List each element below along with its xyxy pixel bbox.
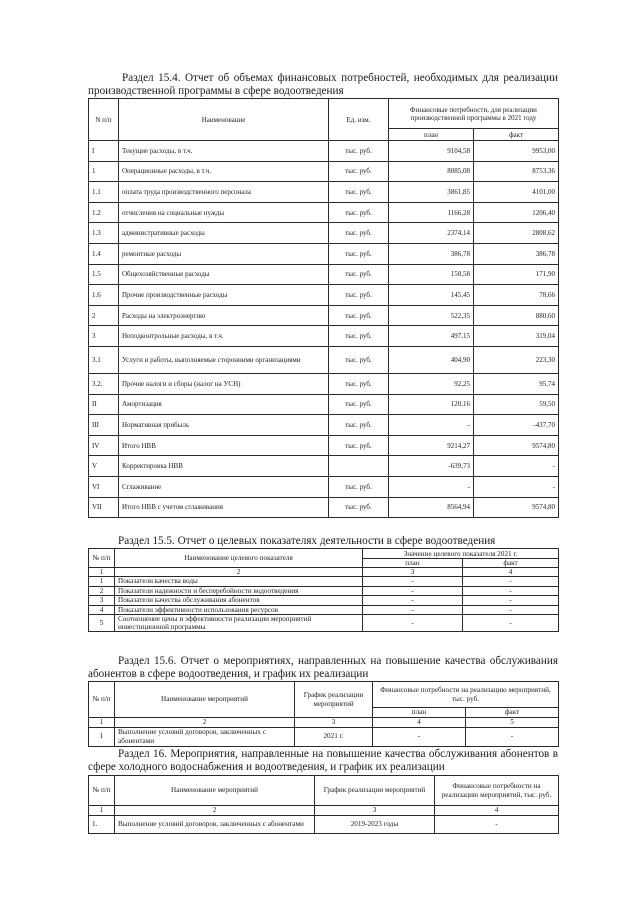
row-plan-value: - bbox=[363, 605, 463, 615]
table-row bbox=[89, 141, 559, 162]
row-plan-value: 120,16 bbox=[389, 394, 474, 415]
row-fact-value: 9574,80 bbox=[474, 435, 559, 456]
row-fact-value: 59,50 bbox=[474, 394, 559, 415]
row-plan-value: 497,15 bbox=[389, 326, 474, 347]
row-fact-value: 78,66 bbox=[474, 285, 559, 306]
row-fact-value: - bbox=[463, 586, 559, 596]
row-indicator-name: Показатели качества обслуживания абонентов bbox=[115, 596, 363, 606]
row-unit: тыс. руб. bbox=[329, 394, 389, 415]
header-plan: план bbox=[373, 708, 466, 718]
row-number: 1.1 bbox=[89, 182, 119, 203]
row-fact-value: 171,90 bbox=[474, 264, 559, 285]
column-index: 1 bbox=[89, 568, 115, 577]
table-row bbox=[89, 285, 559, 306]
section-15-6-table-wrap bbox=[88, 681, 558, 747]
row-fact-value: - bbox=[463, 605, 559, 615]
row-number: 1.2 bbox=[89, 202, 119, 223]
row-number: 3.1 bbox=[89, 346, 119, 373]
row-number: VI bbox=[89, 476, 119, 497]
header-num: № п/п bbox=[89, 776, 115, 806]
row-unit: тыс. руб. bbox=[329, 141, 389, 162]
header-fact: факт bbox=[466, 708, 559, 718]
table-row bbox=[89, 605, 559, 615]
row-name: Сглаживание bbox=[119, 476, 329, 497]
row-name: Итого НВВ bbox=[119, 435, 329, 456]
row-name: Амортизация bbox=[119, 394, 329, 415]
table-row bbox=[89, 435, 559, 456]
row-number: VII bbox=[89, 497, 119, 518]
row-schedule: 2019-2023 годы bbox=[315, 815, 435, 833]
header-indicator-value: Значение целевого показателя 2021 г. bbox=[363, 549, 559, 559]
row-number: 1.5 bbox=[89, 264, 119, 285]
section-15-5-table-wrap bbox=[88, 548, 558, 632]
header-indicator-name: Наименование целевого показателя bbox=[115, 549, 363, 568]
row-number: I bbox=[89, 141, 119, 162]
row-plan-value: - bbox=[389, 415, 474, 436]
row-number: IV bbox=[89, 435, 119, 456]
row-unit: тыс. руб. bbox=[329, 243, 389, 264]
table-row bbox=[89, 497, 559, 518]
row-plan-value: 1166,28 bbox=[389, 202, 474, 223]
row-unit: тыс. руб. bbox=[329, 182, 389, 203]
row-unit: тыс. руб. bbox=[329, 497, 389, 518]
financial-needs-table bbox=[88, 98, 559, 518]
row-indicator-name: Показатели качества воды bbox=[115, 577, 363, 587]
table-row bbox=[89, 305, 559, 326]
row-number: V bbox=[89, 456, 119, 477]
row-number: 1 bbox=[89, 161, 119, 182]
row-name: ремонтные расходы bbox=[119, 243, 329, 264]
row-plan-value: - bbox=[373, 727, 466, 746]
row-number: 2 bbox=[89, 586, 115, 596]
row-plan-value: 404,90 bbox=[389, 346, 474, 373]
row-name: оплата труда производственного персонала bbox=[119, 182, 329, 203]
column-index: 4 bbox=[463, 568, 559, 577]
row-plan-value: 92,25 bbox=[389, 373, 474, 394]
row-name: отчисления на социальные нужды bbox=[119, 202, 329, 223]
row-number: 1.3 bbox=[89, 223, 119, 244]
row-unit: тыс. руб. bbox=[329, 373, 389, 394]
section-16-title: Раздел 16. Мероприятия, направленные на повышение качества обслуживания абонентов в сфере холодного водоснабжения и водоотведения, и график их реализации bbox=[88, 748, 558, 773]
row-indicator-name: Соотношение цены и эффективности реализации мероприятий инвестиционной программы bbox=[115, 615, 363, 632]
row-plan-value: 8564,94 bbox=[389, 497, 474, 518]
header-schedule: График реализации мероприятий bbox=[295, 682, 373, 718]
column-index: 2 bbox=[115, 718, 295, 728]
row-name: Текущие расходы, в т.ч. bbox=[119, 141, 329, 162]
table-row bbox=[89, 373, 559, 394]
row-fact-value: - bbox=[474, 476, 559, 497]
header-financial-needs: Финансовые потребности на реализацию мероприятий, тыс. руб. bbox=[373, 682, 559, 708]
row-unit: тыс. руб. bbox=[329, 415, 389, 436]
row-number: 4 bbox=[89, 605, 115, 615]
row-fact-value: 223,30 bbox=[474, 346, 559, 373]
row-fact-value: 8753,36 bbox=[474, 161, 559, 182]
row-indicator-name: Показатели надежности и бесперебойности водоотведения bbox=[115, 586, 363, 596]
header-measure-name: Наименование мероприятий bbox=[115, 682, 295, 718]
row-unit: тыс. руб. bbox=[329, 326, 389, 347]
row-name: Услуги и работы, выполняемые сторонними организациями bbox=[119, 346, 329, 373]
row-plan-value: - bbox=[363, 596, 463, 606]
row-number: 3.2. bbox=[89, 373, 119, 394]
column-index: 1 bbox=[89, 718, 115, 728]
row-unit: тыс. руб. bbox=[329, 264, 389, 285]
table-row bbox=[89, 586, 559, 596]
table-row bbox=[89, 415, 559, 436]
row-name: административные расходы bbox=[119, 223, 329, 244]
section-15-4-title: Раздел 15.4. Отчет об объемах финансовых потребностей, необходимых для реализации производственной программы в сфере водоотведения bbox=[88, 72, 558, 97]
row-unit: тыс. руб. bbox=[329, 223, 389, 244]
row-name: Общехозяйственные расходы bbox=[119, 264, 329, 285]
cold-water-measures-table bbox=[88, 775, 559, 834]
row-unit: тыс. руб. bbox=[329, 346, 389, 373]
row-fact-value: 1206,40 bbox=[474, 202, 559, 223]
row-unit: тыс. руб. bbox=[329, 202, 389, 223]
table-row bbox=[89, 394, 559, 415]
header-num: № п/п bbox=[89, 549, 115, 568]
row-number: 2 bbox=[89, 305, 119, 326]
table-row bbox=[89, 596, 559, 606]
row-fact-value: 9574,80 bbox=[474, 497, 559, 518]
header-schedule: График реализации мероприятий bbox=[315, 776, 435, 806]
row-number: 3 bbox=[89, 596, 115, 606]
column-index: 3 bbox=[295, 718, 373, 728]
row-fact-value: - bbox=[466, 727, 559, 746]
header-num: N п/п bbox=[89, 99, 119, 141]
row-plan-value: 150,58 bbox=[389, 264, 474, 285]
row-name: Прочие налоги и сборы (налог на УСН) bbox=[119, 373, 329, 394]
row-plan-value: - bbox=[363, 577, 463, 587]
row-unit bbox=[329, 456, 389, 477]
table-row bbox=[89, 456, 559, 477]
row-fact-value: -437,70 bbox=[474, 415, 559, 436]
section-15-4-table-wrap bbox=[88, 98, 558, 518]
column-index: 4 bbox=[373, 718, 466, 728]
row-number: 1.6 bbox=[89, 285, 119, 306]
row-plan-value: 3861,85 bbox=[389, 182, 474, 203]
column-index: 1 bbox=[89, 806, 115, 816]
row-plan-value: - bbox=[363, 586, 463, 596]
row-measure-name: Выполнение условий договоров, заключенных с абонентами bbox=[115, 727, 295, 746]
table-row bbox=[89, 577, 559, 587]
table-row bbox=[89, 264, 559, 285]
row-fact-value: 4101,00 bbox=[474, 182, 559, 203]
section-15-6-title: Раздел 15.6. Отчет о мероприятиях, направленных на повышение качества обслуживания абонентов в сфере водоотведения, и график их реализации bbox=[88, 655, 558, 680]
row-number: 1.4 bbox=[89, 243, 119, 264]
row-plan-value: 8085,08 bbox=[389, 161, 474, 182]
row-unit: тыс. руб. bbox=[329, 476, 389, 497]
row-plan-value: -639,73 bbox=[389, 456, 474, 477]
column-index: 5 bbox=[466, 718, 559, 728]
row-number: 1. bbox=[89, 815, 115, 833]
row-name: Итого НВВ с учетом сглаживания bbox=[119, 497, 329, 518]
table-row bbox=[89, 727, 559, 746]
header-measure-name: Наименование мероприятий bbox=[115, 776, 315, 806]
table-row bbox=[89, 202, 559, 223]
row-fact-value: - bbox=[463, 596, 559, 606]
table-row bbox=[89, 326, 559, 347]
table-row bbox=[89, 243, 559, 264]
row-schedule: 2021 г. bbox=[295, 727, 373, 746]
table-row bbox=[89, 161, 559, 182]
column-index: 3 bbox=[363, 568, 463, 577]
row-fact-value: - bbox=[463, 577, 559, 587]
row-number: 5 bbox=[89, 615, 115, 632]
row-fact-value: 319,04 bbox=[474, 326, 559, 347]
row-plan-value: 9214,27 bbox=[389, 435, 474, 456]
row-number: 3 bbox=[89, 326, 119, 347]
header-financial-needs: Финансовые потребности, для реализации производственной программы в 2021 году bbox=[389, 99, 559, 129]
header-num: № п/п bbox=[89, 682, 115, 718]
row-number: II bbox=[89, 394, 119, 415]
row-fact-value: 9953,00 bbox=[474, 141, 559, 162]
header-financial-needs: Финансовые потребности на реализацию мероприятий, тыс. руб. bbox=[435, 776, 559, 806]
table-row bbox=[89, 615, 559, 632]
header-plan: план bbox=[363, 559, 463, 568]
header-fact: факт bbox=[474, 129, 559, 141]
table-row bbox=[89, 182, 559, 203]
header-fact: факт bbox=[463, 559, 559, 568]
row-name: Неподконтрольные расходы, в т.ч. bbox=[119, 326, 329, 347]
row-indicator-name: Показатели эффективности использования ресурсов bbox=[115, 605, 363, 615]
section-15-5-title: Раздел 15.5. Отчет о целевых показателях деятельности в сфере водоотведения bbox=[118, 535, 496, 547]
header-name: Наименование bbox=[119, 99, 329, 141]
row-plan-value: 145,45 bbox=[389, 285, 474, 306]
row-fact-value: - bbox=[474, 456, 559, 477]
row-plan-value: 2374,14 bbox=[389, 223, 474, 244]
target-indicators-table bbox=[88, 548, 559, 632]
header-plan: план bbox=[389, 129, 474, 141]
table-row bbox=[89, 346, 559, 373]
row-number: 1 bbox=[89, 577, 115, 587]
row-fact-value: - bbox=[463, 615, 559, 632]
row-unit: тыс. руб. bbox=[329, 435, 389, 456]
row-name: Расходы на электроэнергию bbox=[119, 305, 329, 326]
row-plan-value: - bbox=[363, 615, 463, 632]
row-plan-value: - bbox=[389, 476, 474, 497]
row-name: Корректировка НВВ bbox=[119, 456, 329, 477]
table-row bbox=[89, 815, 559, 833]
header-unit: Ед. изм. bbox=[329, 99, 389, 141]
row-plan-value: 9104,58 bbox=[389, 141, 474, 162]
column-index: 2 bbox=[115, 568, 363, 577]
row-fact-value: 880,60 bbox=[474, 305, 559, 326]
row-number: 1 bbox=[89, 727, 115, 746]
section-16-table-wrap bbox=[88, 775, 558, 834]
row-unit: тыс. руб. bbox=[329, 161, 389, 182]
row-number: III bbox=[89, 415, 119, 436]
column-index: 4 bbox=[435, 806, 559, 816]
row-financial-value: - bbox=[435, 815, 559, 833]
column-index: 3 bbox=[315, 806, 435, 816]
service-measures-table bbox=[88, 681, 559, 747]
table-row bbox=[89, 476, 559, 497]
row-fact-value: 386,78 bbox=[474, 243, 559, 264]
row-unit: тыс. руб. bbox=[329, 285, 389, 306]
row-name: Нормативная прибыль bbox=[119, 415, 329, 436]
row-name: Операционные расходы, в т.ч. bbox=[119, 161, 329, 182]
row-name: Прочие производственные расходы bbox=[119, 285, 329, 306]
row-plan-value: 386,78 bbox=[389, 243, 474, 264]
row-plan-value: 522,35 bbox=[389, 305, 474, 326]
row-unit: тыс. руб. bbox=[329, 305, 389, 326]
row-measure-name: Выполнение условий договоров, заключенных с абонентами bbox=[115, 815, 315, 833]
row-fact-value: 95,74 bbox=[474, 373, 559, 394]
column-index: 2 bbox=[115, 806, 315, 816]
table-row bbox=[89, 223, 559, 244]
row-fact-value: 2808,62 bbox=[474, 223, 559, 244]
